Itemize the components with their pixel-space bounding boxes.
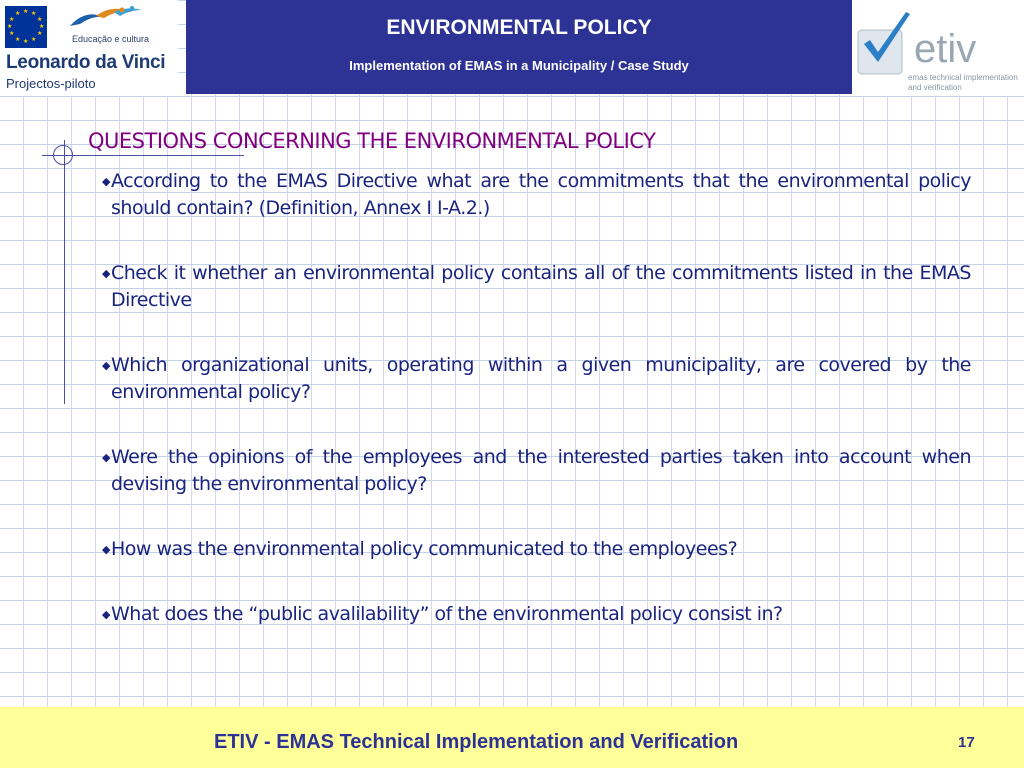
list-item	[99, 168, 971, 222]
list-item	[99, 601, 971, 628]
leonardo-da-vinci-logo	[0, 0, 178, 96]
list-item	[99, 352, 971, 406]
title-decoration-vertical-line	[64, 140, 65, 404]
list-item	[99, 536, 971, 563]
diamond-icon: ◆	[102, 267, 110, 280]
diamond-icon: ◆	[102, 543, 110, 556]
eu-flag-icon: ★ ★ ★ ★ ★ ★ ★ ★ ★ ★ ★ ★	[5, 6, 47, 48]
list-item-text: According to the EMAS Directive what are the commitments that the environmental policy should contain? (Definition, Annex I I-A.2.)	[111, 170, 971, 219]
etiv-logo	[852, 0, 1024, 96]
list-item-text: How was the environmental policy communicated to the employees?	[111, 538, 738, 560]
diamond-icon: ◆	[102, 608, 110, 621]
logo-tagline: Educação e cultura	[72, 34, 150, 44]
list-item-text: Check it whether an environmental policy contains all of the commitments listed in the EMAS Directive	[111, 262, 971, 311]
footer-text: ETIV - EMAS Technical Implementation and Verification	[214, 731, 739, 753]
list-item-text: What does the “public avalilability” of the environmental policy consist in?	[111, 603, 783, 625]
etiv-tagline-line1: emas technical implementation	[908, 73, 1018, 82]
etiv-logo-graphic	[852, 0, 1024, 96]
birds-swoosh-icon	[66, 4, 146, 34]
footer-bar	[0, 707, 1024, 768]
slide-title: QUESTIONS CONCERNING THE ENVIRONMENTAL POLICY	[88, 129, 656, 153]
diamond-icon: ◆	[102, 451, 110, 464]
list-item	[99, 260, 971, 314]
list-item	[99, 444, 971, 498]
question-list	[99, 168, 971, 666]
title-decoration-underline	[42, 155, 244, 156]
header-title: ENVIRONMENTAL POLICY	[386, 16, 652, 39]
page-number: 17	[958, 734, 975, 751]
etiv-brand-text: etiv	[914, 27, 977, 71]
logo-program-subtitle: Projectos-piloto	[6, 76, 96, 91]
list-item-text: Which organizational units, operating within a given municipality, are covered by the environmental policy?	[111, 354, 971, 403]
diamond-icon: ◆	[102, 175, 110, 188]
header-band	[186, 0, 852, 94]
logo-program-name: Leonardo da Vinci	[6, 52, 166, 73]
header-subtitle: Implementation of EMAS in a Municipality / Case Study	[349, 58, 689, 73]
list-item-text: Were the opinions of the employees and the interested parties taken into account when devising the environmental policy?	[111, 446, 971, 495]
diamond-icon: ◆	[102, 359, 110, 372]
etiv-tagline-line2: and verification	[908, 83, 962, 92]
